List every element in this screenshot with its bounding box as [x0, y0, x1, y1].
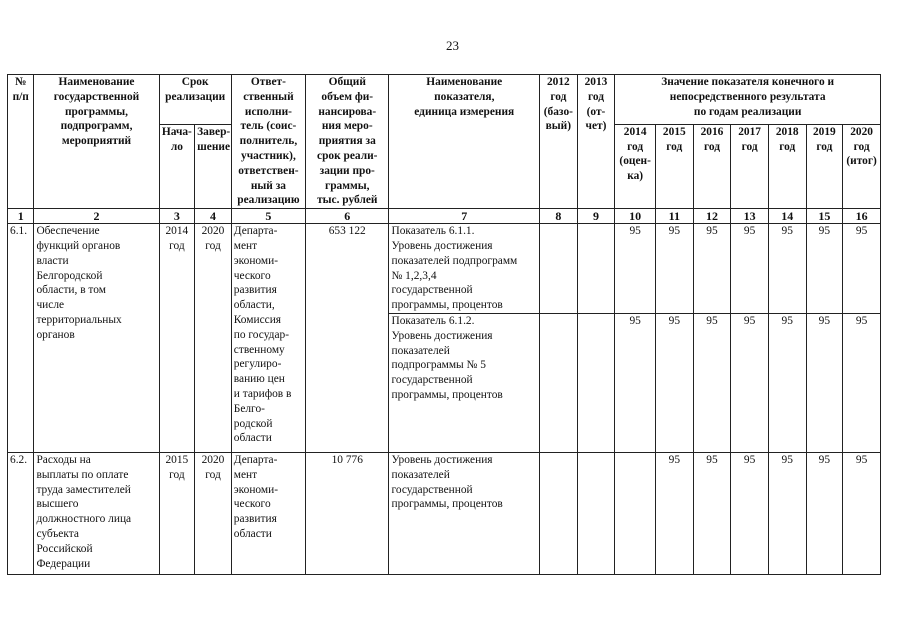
value-2014: 95	[615, 313, 656, 452]
header-year-2017: 2017 год	[731, 124, 769, 208]
header-start: Нача- ло	[159, 124, 195, 208]
column-number: 11	[656, 209, 694, 224]
indicator-name: Показатель 6.1.1. Уровень достижения показателей подпрограмм № 1,2,3,4 государственной программы, процентов	[389, 224, 540, 314]
indicator-2012	[540, 452, 578, 574]
table-row	[8, 452, 881, 574]
value-2016: 95	[693, 452, 731, 574]
header-values-group: Значение показателя конечного и непосредственного результата по годам реализации	[615, 75, 881, 125]
column-number: 8	[540, 209, 578, 224]
column-number: 4	[195, 209, 232, 224]
row-end: 2020 год	[195, 452, 232, 574]
header-program-name: Наименование государственной программы, подпрограмм, мероприятий	[34, 75, 159, 209]
row-volume: 10 776	[306, 452, 389, 574]
row-executor: Департа- мент экономи- ческого развития области	[231, 452, 305, 574]
header-end: Завер- шение	[195, 124, 232, 208]
value-2018: 95	[768, 224, 806, 314]
column-number: 3	[159, 209, 195, 224]
column-numbers-row	[8, 209, 881, 224]
header-term: Срок реализации	[159, 75, 231, 125]
header-2012: 2012 год (базо- вый)	[540, 75, 578, 209]
indicator-name: Показатель 6.1.2. Уровень достижения показателей подпрограммы № 5 государственной программы, процентов	[389, 313, 540, 452]
header-volume: Общий объем фи- нансирова- ния меро- приятия за срок реали- зации про- граммы, тыс. рублей	[306, 75, 389, 209]
column-number: 7	[389, 209, 540, 224]
header-indicator: Наименование показателя, единица измерения	[389, 75, 540, 209]
column-number: 9	[577, 209, 615, 224]
value-2016: 95	[693, 224, 731, 314]
header-number: № п/п	[8, 75, 34, 209]
row-number: 6.2.	[8, 452, 34, 574]
column-number: 2	[34, 209, 159, 224]
header-year-2018: 2018 год	[768, 124, 806, 208]
column-number: 5	[231, 209, 305, 224]
header-executor: Ответ- ственный исполни- тель (соис- полнитель, участник), ответствен- ный за реализацию	[231, 75, 305, 209]
column-number: 13	[731, 209, 769, 224]
header-year-2016: 2016 год	[693, 124, 731, 208]
header-year-2015: 2015 год	[656, 124, 694, 208]
value-2020: 95	[843, 224, 881, 314]
column-number: 14	[768, 209, 806, 224]
value-2017: 95	[731, 224, 769, 314]
row-number: 6.1.	[8, 224, 34, 453]
indicator-2013	[577, 313, 615, 452]
value-2019: 95	[806, 313, 843, 452]
value-2018: 95	[768, 452, 806, 574]
value-2017: 95	[731, 313, 769, 452]
indicator-2012	[540, 224, 578, 314]
value-2015: 95	[656, 313, 694, 452]
value-2015: 95	[656, 452, 694, 574]
value-2019: 95	[806, 452, 843, 574]
column-number: 10	[615, 209, 656, 224]
row-name: Расходы на выплаты по оплате труда заместителей высшего должностного лица субъекта Российской Федерации	[34, 452, 159, 574]
header-year-2020: 2020 год (итог)	[843, 124, 881, 208]
indicator-2013	[577, 452, 615, 574]
header-2013: 2013 год (от- чет)	[577, 75, 615, 209]
row-volume: 653 122	[306, 224, 389, 453]
value-2018: 95	[768, 313, 806, 452]
value-2020: 95	[843, 313, 881, 452]
column-number: 16	[843, 209, 881, 224]
column-number: 12	[693, 209, 731, 224]
indicator-2013	[577, 224, 615, 314]
value-2017: 95	[731, 452, 769, 574]
row-end: 2020 год	[195, 224, 232, 453]
column-number: 1	[8, 209, 34, 224]
indicator-2012	[540, 313, 578, 452]
column-number: 15	[806, 209, 843, 224]
value-2014	[615, 452, 656, 574]
page-number: 23	[446, 38, 459, 53]
value-2020: 95	[843, 452, 881, 574]
row-start: 2014 год	[159, 224, 195, 453]
value-2019: 95	[806, 224, 843, 314]
value-2016: 95	[693, 313, 731, 452]
column-number: 6	[306, 209, 389, 224]
indicators-table	[7, 74, 881, 575]
table-row	[8, 224, 881, 314]
row-name: Обеспечение функций органов власти Белгородской области, в том числе территориальных органов	[34, 224, 159, 453]
header-year-2014: 2014 год (оцен- ка)	[615, 124, 656, 208]
value-2014: 95	[615, 224, 656, 314]
indicator-name: Уровень достижения показателей государственной программы, процентов	[389, 452, 540, 574]
row-start: 2015 год	[159, 452, 195, 574]
header-year-2019: 2019 год	[806, 124, 843, 208]
row-executor: Департа- мент экономи- ческого развития области, Комиссия по государ- ственному регулиро- ванию цен и тарифов в Белго- родской области	[231, 224, 305, 453]
value-2015: 95	[656, 224, 694, 314]
